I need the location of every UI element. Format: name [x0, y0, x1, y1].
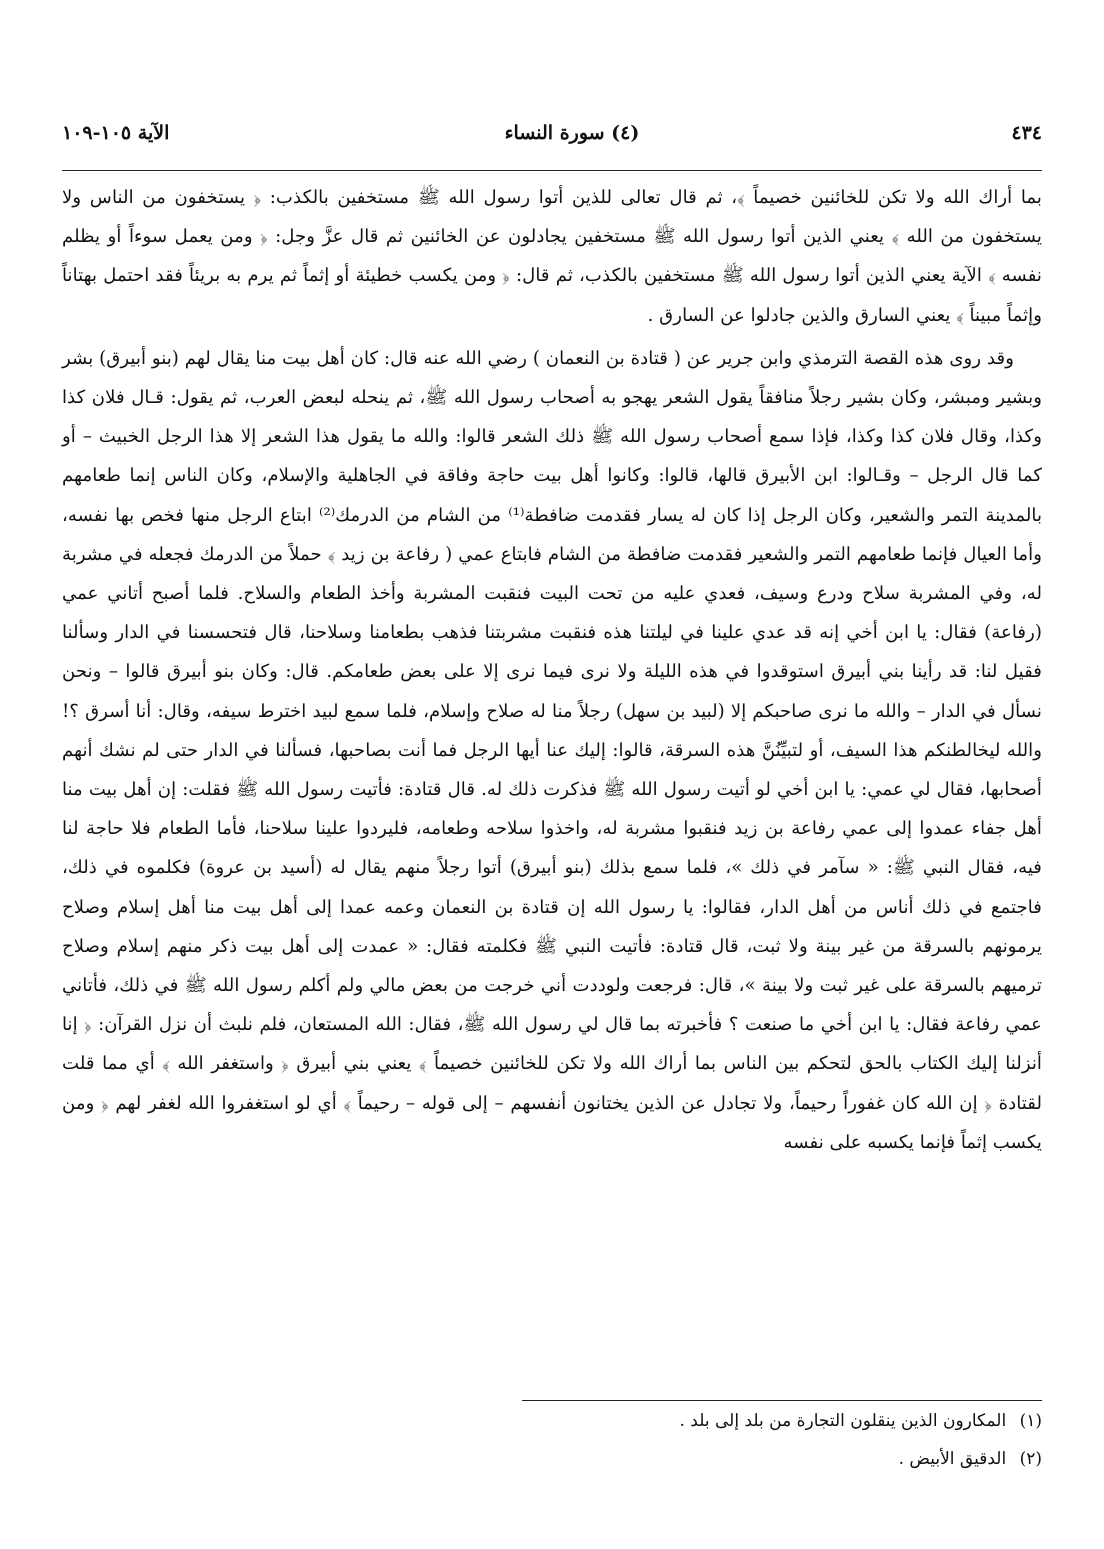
surah-title: (٤) سورة النساء — [504, 122, 640, 144]
footnote-number: (٢) — [1019, 1449, 1042, 1469]
footnotes — [62, 1402, 1042, 1478]
header-divider — [62, 170, 1042, 171]
footnote-text: الدقيق الأبيض . — [898, 1449, 1007, 1469]
main-text — [62, 178, 1042, 1162]
footnote — [62, 1440, 1042, 1478]
footnote-number: (١) — [1019, 1411, 1042, 1431]
footnote-divider — [522, 1400, 1042, 1401]
page-header — [62, 122, 1042, 162]
page-number: ٤٣٤ — [1011, 122, 1042, 144]
verse-range: الآية ١٠٥-١٠٩ — [62, 122, 170, 144]
footnote-text: المكارون الذين ينقلون التجارة من بلد إلى بلد . — [679, 1411, 1007, 1431]
paragraph: وقد روى هذه القصة الترمذي وابن جرير عن ( قتادة بن النعمان ) رضي الله عنه قال: كان أهل بيت منا يقال لهم (بنو أبيرق) بشر وبشير ومبشر، وكان بشير رجلاً منافقاً يقول الشعر يهجو به أصحاب رسول الله ﷺ، ثم ينحله لبعض العرب، ثم يقول: قـال فلان كذا وكذا، وقال فلان كذا وكذا، فإذا سمع أصحاب رسول الله ﷺ ذلك الشعر قالوا: والله ما يقول هذا الشعر إلا هذا الرجل الخبيث – أو كما قال الرجل – وقـالوا: ابن الأبيرق قالها، قالوا: وكانوا أهل بيت حاجة وفاقة في الجاهلية والإسلام، وكان الناس إنما طعامهم بالمدينة التمر والشعير، وكان الرجل إذا كان له يسار فقدمت ضافطة⁽¹⁾ من الشام من الدرمك⁽²⁾ ابتاع الرجل منها فخص بها نفسه، وأما العيال فإنما طعامهم التمر والشعير فقدمت ضافطة من الشام فابتاع عمي ( رفاعة بن زيد ﴾ حملاً من الدرمك فجعله في مشربة له، وفي المشربة سلاح ودرع وسيف، فعدي عليه من تحت البيت فنقبت المشربة وأخذ الطعام والسلاح. فلما أصبح أتاني عمي (رفاعة) فقال: يا ابن أخي إنه قد عدي علينا في ليلتنا هذه فنقبت مشربتنا فذهب بطعامنا وسلاحنا، قال فتحسسنا في الدار وسألنا فقيل لنا: قد رأينا بني أبيرق استوقدوا في هذه الليلة ولا نرى فيما نرى إلا على بعض طعامكم. قال: وكان بنو أبيرق قالوا – ونحن نسأل في الدار – والله ما نرى صاحبكم إلا (لبيد بن سهل) رجلاً منا له صلاح وإسلام، فلما سمع لبيد اخترط سيفه، وقال: أنا أسرق ؟! والله ليخالطنكم هذا السيف، أو لتبيِّنُنَّ هذه السرقة، قالوا: إليك عنا أيها الرجل فما أنت بصاحبها، فسألنا في الدار حتى لم نشك أنهم أصحابها، فقال لي عمي: يا ابن أخي لو أتيت رسول الله ﷺ فذكرت ذلك له. قال قتادة: فأتيت رسول الله ﷺ فقلت: إن أهل بيت منا أهل جفاء عمدوا إلى عمي رفاعة بن زيد فنقبوا مشربة له، واخذوا سلاحه وطعامه، فليردوا علينا سلاحنا، فأما الطعام فلا حاجة لنا فيه، فقال النبي ﷺ: « سآمر في ذلك »، فلما سمع بذلك (بنو أبيرق) أتوا رجلاً منهم يقال له (أسيد بن عروة) فكلموه في ذلك، فاجتمع في ذلك أناس من أهل الدار، فقالوا: يا رسول الله إن قتادة بن النعمان وعمه عمدا إلى أهل بيت منا أهل إسلام وصلاح يرمونهم بالسرقة من غير بينة ولا ثبت، قال قتادة: فأتيت النبي ﷺ فكلمته فقال: « عمدت إلى أهل بيت ذكر منهم إسلام وصلاح ترميهم بالسرقة على غير ثبت ولا بينة »، قال: فرجعت ولوددت أني خرجت من بعض مالي ولم أكلم رسول الله ﷺ في ذلك، فأتاني عمي رفاعة فقال: يا ابن أخي ما صنعت ؟ فأخبرته بما قال لي رسول الله ﷺ، فقال: الله المستعان، فلم نلبث أن نزل القرآن: ﴿ إنا أنزلنا إليك الكتاب بالحق لتحكم بين الناس بما أراك الله ولا تكن للخائنين خصيماً ﴾ يعني بني أبيرق ﴿ واستغفر الله ﴾ أي مما قلت لقتادة ﴿ إن الله كان غفوراً رحيماً، ولا تجادل عن الذين يختانون أنفسهم – إلى قوله – رحيماً ﴾ أي لو استغفروا الله لغفر لهم ﴿ ومن يكسب إثماً فإنما يكسبه على نفسه — [62, 347, 1043, 1153]
footnote — [62, 1402, 1042, 1440]
paragraph: بما أراك الله ولا تكن للخائنين خصيماً ﴾، ثم قال تعالى للذين أتوا رسول الله ﷺ مستخفين بالكذب: ﴿ يستخفون من الناس ولا يستخفون من الله ﴾ يعني الذين أتوا رسول الله ﷺ مستخفين يجادلون عن الخائنين ثم قال عزَّ وجل: ﴿ ومن يعمل سوءاً أو يظلم نفسه ﴾ الآية يعني الذين أتوا رسول الله ﷺ مستخفين بالكذب، ثم قال: ﴿ ومن يكسب خطيئة أو إثماً ثم يرم به بريئاً فقد احتمل بهتاناً وإثماً مبيناً ﴾ يعني السارق والذين جادلوا عن السارق . — [62, 187, 1042, 326]
